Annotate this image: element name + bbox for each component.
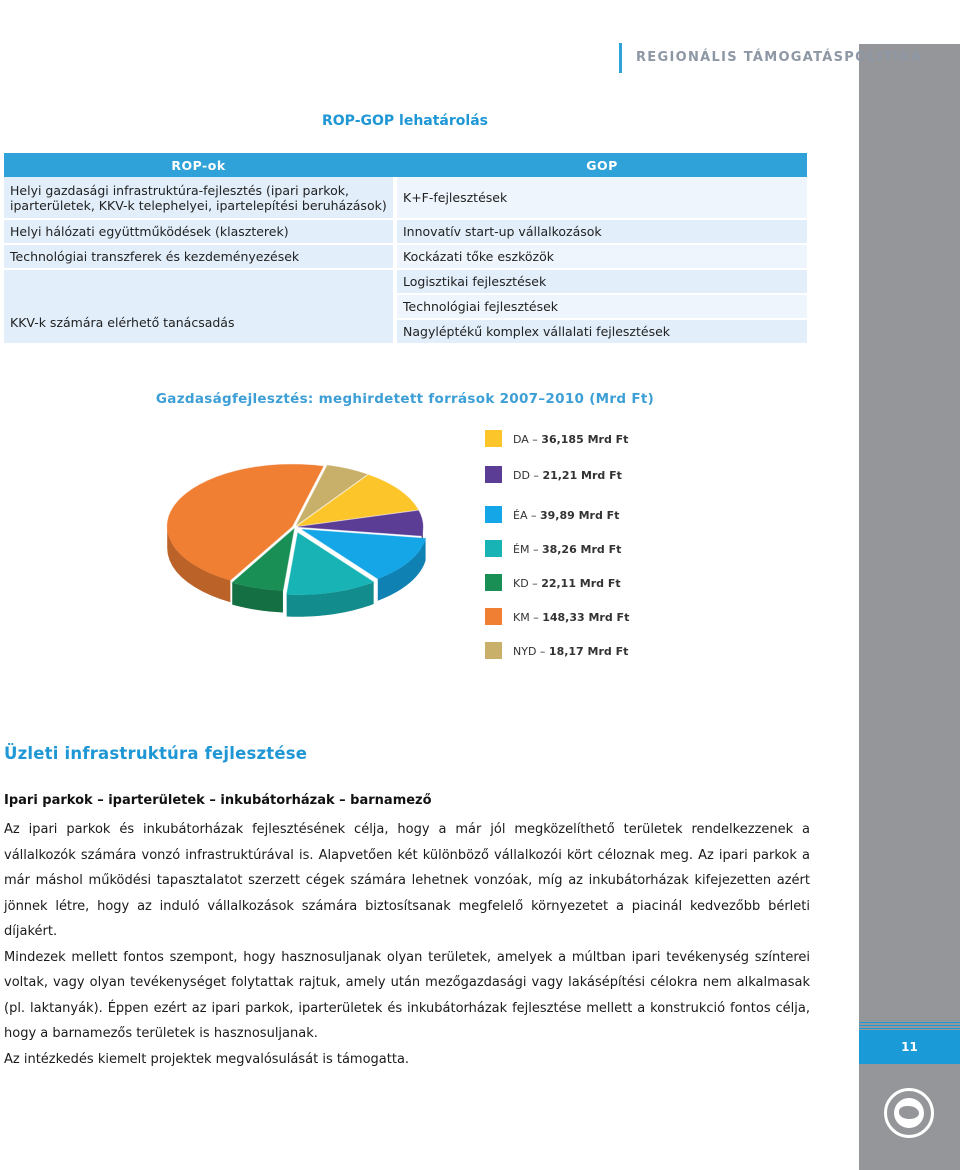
legend-swatch — [485, 466, 502, 483]
body-text — [4, 817, 810, 1072]
gop-header: GOP — [397, 153, 807, 177]
chart-title: Gazdaságfejlesztés: meghirdetett források 2007–2010 (Mrd Ft) — [155, 391, 655, 407]
rop-header: ROP-ok — [4, 153, 393, 177]
side-band — [859, 0, 960, 1170]
rop-item: Helyi gazdasági infrastruktúra-fejlesztés (ipari parkok, iparterületek, KKV-k telephelyei, ipartelepítési beruházások) — [4, 177, 393, 218]
page-number-decoration — [859, 1022, 960, 1030]
rop-item-text: KKV-k számára elérhető tanácsadás — [10, 315, 235, 330]
paragraph: Az ipari parkok és inkubátorházak fejlesztésének célja, hogy a már jól megközelíthető területek rendelkezzenek a vállalkozók számára vonzó infrastruktúrával is. Alapvetően két különböző vállalkozói kört céloznak meg. Az ipari parkok a már máshol működési tapasztalatot szerzett cégek számára lehetnek vonzóak, míg az inkubátorházak kifejezetten azért jönnek létre, hogy az induló vállalkozások számára biztosítsanak megfelelő környezetet a piacinál kedvezőbb bérleti díjakért. — [4, 822, 810, 939]
pie-chart — [160, 452, 430, 642]
legend-swatch — [485, 574, 502, 591]
gop-item: Logisztikai fejlesztések — [397, 268, 807, 293]
legend-label: NYD – 18,17 Mrd Ft — [513, 645, 629, 658]
legend-swatch — [485, 430, 502, 447]
legend-label: KD – 22,11 Mrd Ft — [513, 577, 621, 590]
paragraph: Az intézkedés kiemelt projektek megvalósulását is támogatta. — [4, 1051, 410, 1067]
rop-item: Technológiai transzferek és kezdeményezések — [4, 243, 393, 268]
gop-item: Technológiai fejlesztések — [397, 293, 807, 318]
header-accent-bar — [619, 43, 622, 73]
legend-swatch — [485, 642, 502, 659]
section-title: Üzleti infrastruktúra fejlesztése — [4, 744, 308, 763]
legend-label: KM – 148,33 Mrd Ft — [513, 611, 630, 624]
rop-item — [4, 268, 393, 343]
rop-item: Helyi hálózati együttműködések (klaszterek) — [4, 218, 393, 243]
legend-swatch — [485, 540, 502, 557]
gop-item: Nagyléptékű komplex vállalati fejlesztések — [397, 318, 807, 343]
legend-label: ÉA – 39,89 Mrd Ft — [513, 509, 620, 522]
page-number: 11 — [859, 1030, 960, 1064]
logo-map-shape — [899, 1106, 919, 1119]
gop-item: Kockázati tőke eszközök — [397, 243, 807, 268]
legend-label: ÉM – 38,26 Mrd Ft — [513, 543, 622, 556]
legend-swatch — [485, 608, 502, 625]
legend-label: DA – 36,185 Mrd Ft — [513, 433, 629, 446]
legend-label: DD – 21,21 Mrd Ft — [513, 469, 622, 482]
table-title: ROP-GOP lehatárolás — [322, 113, 488, 129]
gop-item: Innovatív start-up vállalkozások — [397, 218, 807, 243]
section-subtitle: Ipari parkok – iparterületek – inkubátorházak – barnamező — [4, 793, 432, 808]
paragraph: Mindezek mellett fontos szempont, hogy hasznosuljanak olyan területek, amelyek a múltban ipari tevékenység színterei voltak, vagy olyan tevékenységet folytattak rajtuk, amely után mezőgazdasági vagy lakásépítési célokra nem alkalmasak (pl. laktanyák). Éppen ezért az ipari parkok, iparterületek és inkubátorházak fejlesztése mellett a konstrukció fontos célja, hogy a barnamezős területek is hasznosuljanak. — [4, 949, 810, 1041]
legend-swatch — [485, 506, 502, 523]
section-header: REGIONÁLIS TÁMOGATÁSPOLITIKA — [636, 50, 923, 65]
gop-item: K+F-fejlesztések — [397, 177, 807, 218]
rop-gop-table — [4, 153, 807, 343]
